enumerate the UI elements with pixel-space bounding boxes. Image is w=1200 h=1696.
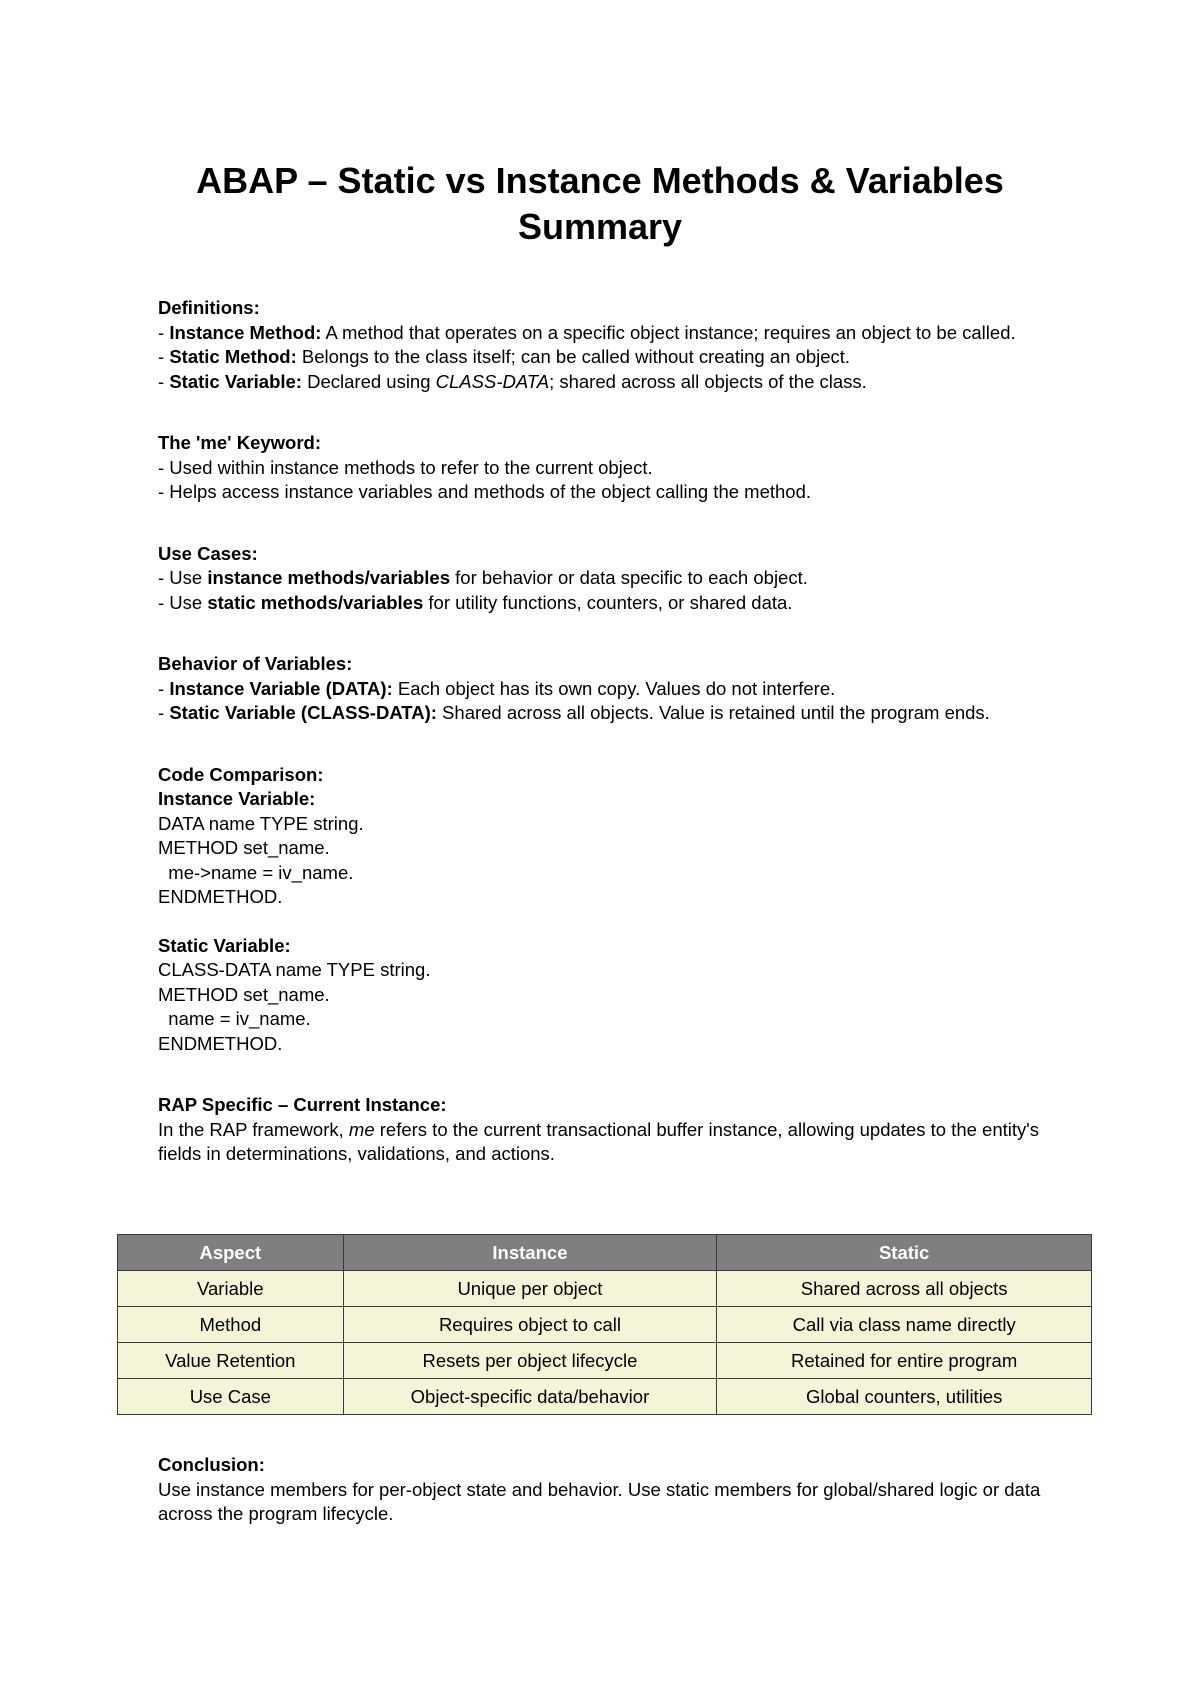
table-cell: Call via class name directly [717,1307,1092,1343]
me-keyword-item: - Helps access instance variables and methods of the object calling the method. [158,481,812,502]
code-line: ENDMETHOD. [158,1032,283,1054]
term-instance-method: Instance Method: [169,321,322,343]
rap-text-after: refers to the current transactional buffer instance, allowing updates to the entity's fields in determinations, validations, and actions. [158,1118,1045,1164]
use-case-bold: instance methods/variables [207,567,450,588]
behavior-bold: Static Variable (CLASS-DATA): [169,702,437,723]
use-cases-section [158,542,1053,616]
code-line: CLASS-DATA name TYPE string. [158,959,431,980]
behavior-item [158,677,1053,702]
me-keyword-item: - Used within instance methods to refer to the current object. [158,456,653,478]
table-cell: Use Case [118,1379,344,1415]
section-spacer [158,1056,1053,1093]
table-row [118,1343,1092,1379]
use-case-item [158,566,1053,591]
document-body [158,296,1053,1167]
code-comparison-heading: Code Comparison: [158,763,324,785]
table-row [118,1307,1092,1343]
behavior-section [158,652,1053,726]
bullet-prefix: - [158,370,170,392]
section-spacer [158,394,1053,431]
table-cell: Object-specific data/behavior [343,1379,717,1415]
conclusion-text: Use instance members for per-object state and behavior. Use static members for global/shared logic or data across the program lifecycle. [158,1478,1046,1524]
term-static-variable: Static Variable: [169,370,302,392]
table-cell: Value Retention [118,1343,344,1379]
table-cell: Resets per object lifecycle [343,1343,717,1379]
bullet-prefix: - [158,346,170,367]
use-cases-heading: Use Cases: [158,542,258,564]
table-cell: Requires object to call [343,1307,717,1343]
behavior-prefix: - [158,702,170,723]
behavior-bold: Instance Variable (DATA): [169,677,393,699]
bullet-prefix: - [158,321,170,343]
instance-variable-heading: Instance Variable: [158,788,316,809]
definition-text: ; shared across all objects of the class. [549,370,867,392]
definitions-heading: Definitions: [158,297,260,318]
use-case-item [158,591,1053,616]
section-spacer [158,505,1053,542]
table-cell: Retained for entire program [717,1343,1092,1379]
table-cell: Shared across all objects [717,1271,1092,1307]
column-header: Instance [343,1235,717,1271]
code-line: me->name = iv_name. [158,861,354,883]
rap-text [158,1118,1053,1167]
table-cell: Global counters, utilities [717,1379,1092,1415]
comparison-table [117,1234,1092,1415]
definition-static-method [158,345,1053,370]
code-line: METHOD set_name. [158,983,330,1005]
use-case-prefix: - Use [158,591,208,613]
code-line: METHOD set_name. [158,837,330,858]
title-line-2: Summary [517,206,683,247]
behavior-prefix: - [158,677,170,699]
term-static-method: Static Method: [169,346,297,367]
definition-text: Belongs to the class itself; can be called without creating an object. [296,346,851,367]
behavior-rest: Shared across all objects. Value is retained until the program ends. [436,702,990,723]
rap-heading: RAP Specific – Current Instance: [158,1094,447,1115]
use-case-prefix: - Use [158,567,208,588]
code-line: DATA name TYPE string. [158,812,364,834]
static-variable-heading: Static Variable: [158,934,291,956]
rap-section [158,1093,1053,1167]
section-spacer [158,615,1053,652]
me-keyword-section [158,431,1053,505]
page-title [0,158,1200,250]
table-cell: Unique per object [343,1271,717,1307]
behavior-rest: Each object has its own copy. Values do not interfere. [392,677,836,699]
use-case-rest: for utility functions, counters, or shared data. [423,591,793,613]
conclusion-heading: Conclusion: [158,1454,265,1475]
column-header: Static [717,1235,1092,1271]
table-cell: Method [118,1307,344,1343]
code-line: name = iv_name. [158,1008,311,1029]
definition-static-variable [158,370,1053,395]
behavior-item [158,701,1053,726]
definition-text: A method that operates on a specific object instance; requires an object to be called. [321,321,1016,343]
definitions-section [158,296,1053,394]
behavior-heading: Behavior of Variables: [158,653,353,674]
me-keyword-heading: The 'me' Keyword: [158,432,321,453]
definition-instance-method [158,321,1053,346]
code-class-data: CLASS-DATA [435,370,550,392]
use-case-bold: static methods/variables [207,591,424,613]
section-spacer [158,726,1053,763]
conclusion-section [158,1453,1053,1527]
title-line-1: ABAP – Static vs Instance Methods & Variables [196,160,1004,201]
table-row [118,1379,1092,1415]
use-case-rest: for behavior or data specific to each object. [450,567,808,588]
definition-text: Declared using [301,370,436,392]
code-comparison-section [158,763,1053,1057]
rap-me-keyword: me [348,1118,375,1140]
column-header: Aspect [118,1235,344,1271]
rap-text-before: In the RAP framework, [158,1118,349,1140]
table-row [118,1271,1092,1307]
code-line: ENDMETHOD. [158,886,283,907]
table-header-row [118,1235,1092,1271]
code-spacer [158,910,1053,934]
table-cell: Variable [118,1271,344,1307]
